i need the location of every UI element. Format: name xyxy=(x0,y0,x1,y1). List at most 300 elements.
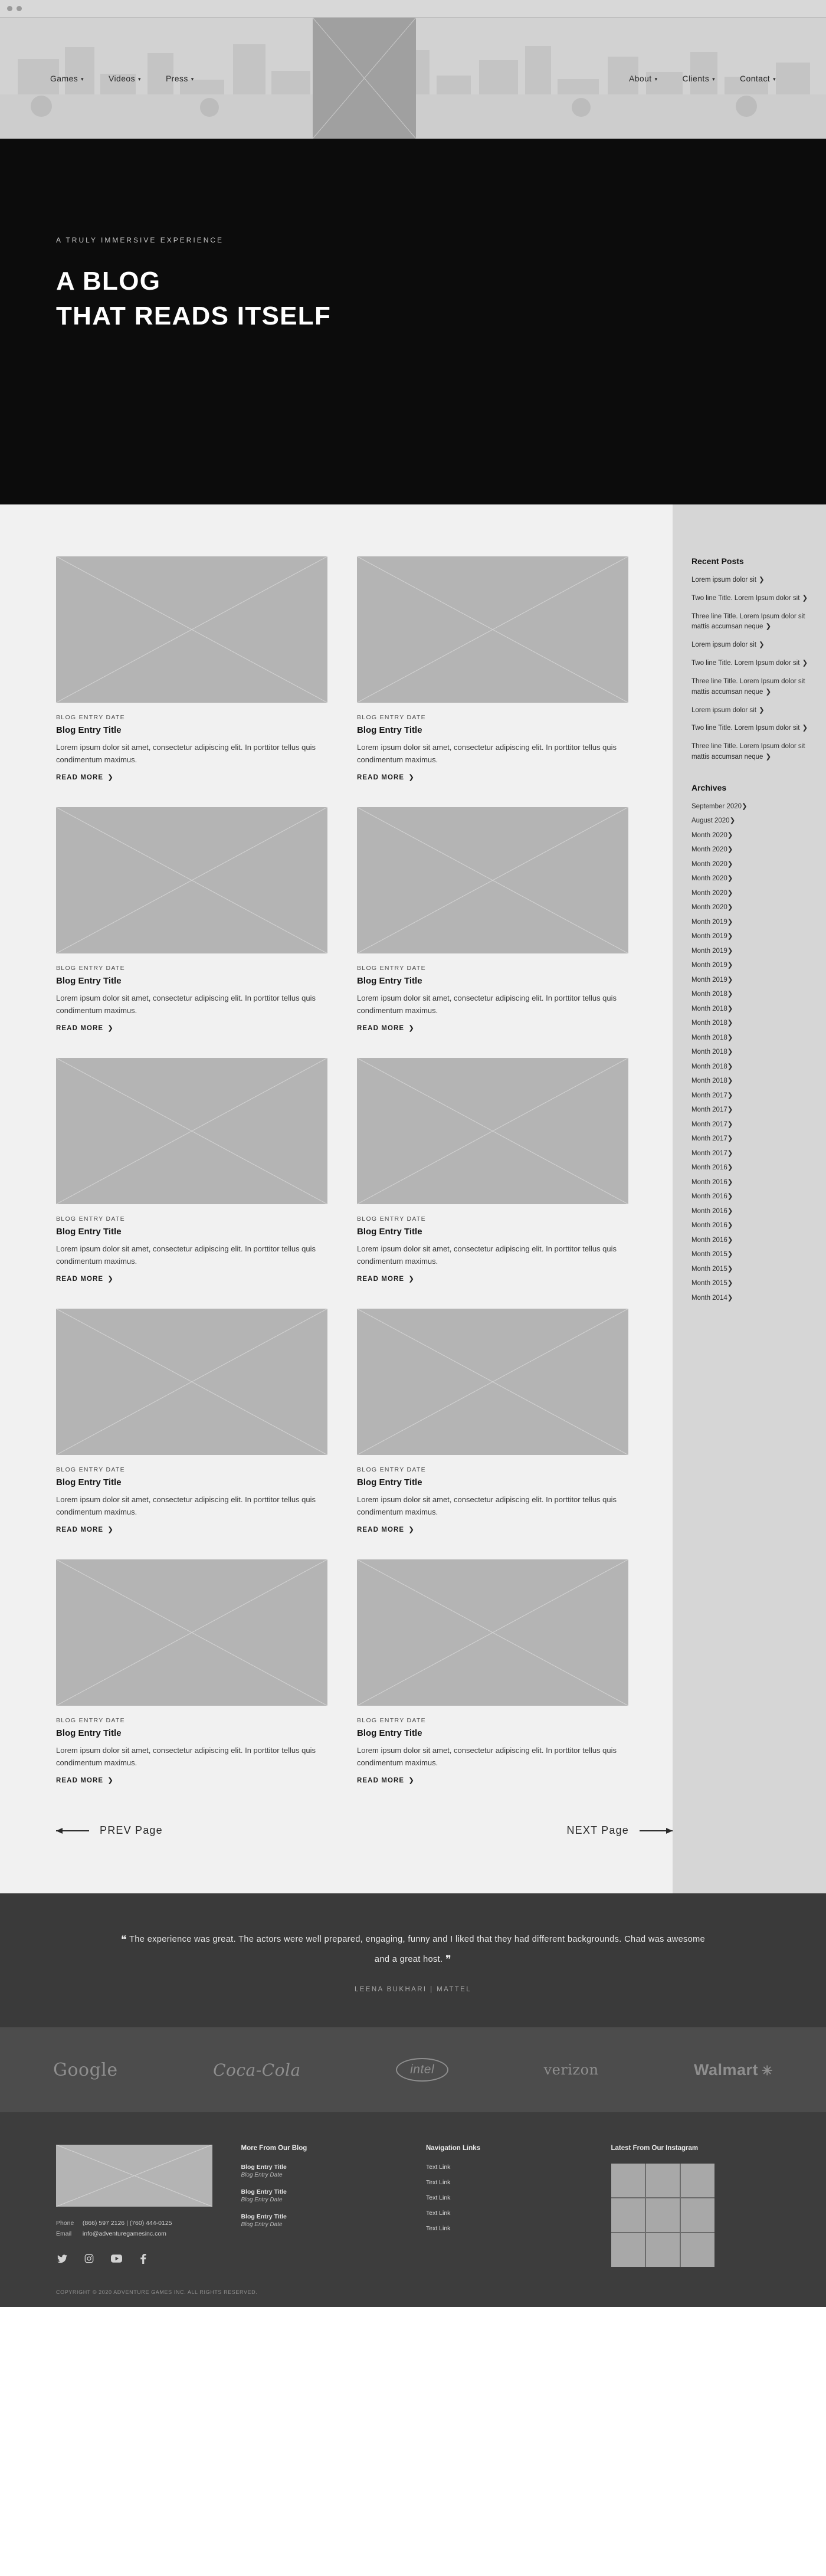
main-content xyxy=(0,504,826,1893)
footer-blog-entry[interactable] xyxy=(241,2213,401,2228)
footer-instagram-heading: Latest From Our Instagram xyxy=(611,2145,699,2152)
archive-label: Month 2018 xyxy=(691,1020,727,1027)
blog-post-card[interactable] xyxy=(357,1559,628,1784)
post-date: BLOG ENTRY DATE xyxy=(357,965,426,972)
close-quote-icon: ❞ xyxy=(445,1953,452,1965)
archive-label: Month 2016 xyxy=(691,1207,727,1215)
post-thumbnail-image xyxy=(357,1559,628,1706)
email-value[interactable]: info@adventuregamesinc.com xyxy=(82,2230,166,2238)
archive-label: Month 2018 xyxy=(691,1063,727,1070)
read-more-link[interactable] xyxy=(357,773,628,781)
post-excerpt: Lorem ipsum dolor sit amet, consectetur adipiscing elit. In porttitor tellus quis condimentum maximus. xyxy=(56,743,316,765)
testimonial-quote xyxy=(118,1930,708,1969)
blog-post-card[interactable] xyxy=(56,1058,327,1283)
chevron-right-icon: ❯ xyxy=(727,1251,733,1258)
chevron-down-icon: ▾ xyxy=(191,76,194,82)
chevron-right-icon: ❯ xyxy=(727,1178,733,1186)
post-date: BLOG ENTRY DATE xyxy=(357,1215,426,1223)
archive-label: Month 2019 xyxy=(691,933,727,940)
chevron-right-icon: ❯ xyxy=(802,725,808,732)
post-date: BLOG ENTRY DATE xyxy=(56,1215,125,1223)
chevron-right-icon: ❯ xyxy=(727,1092,733,1099)
instagram-icon[interactable] xyxy=(83,2253,95,2264)
hero-title-line-1: A BLOG xyxy=(56,267,161,296)
read-more-label: READ MORE xyxy=(357,774,405,782)
recent-post-label: Lorem ipsum dolor sit xyxy=(691,706,756,714)
window-minimize-button[interactable] xyxy=(17,6,22,11)
phone-value[interactable]: (866) 597 2126 | (760) 444-0125 xyxy=(82,2220,172,2227)
chevron-right-icon: ❯ xyxy=(107,774,114,782)
post-date: BLOG ENTRY DATE xyxy=(56,965,125,972)
pagination xyxy=(56,1810,673,1893)
nav-item-about[interactable] xyxy=(629,74,658,83)
blog-post-card[interactable] xyxy=(56,1559,327,1784)
instagram-thumbnail[interactable] xyxy=(611,2164,645,2197)
spark-icon: ✳ xyxy=(762,2063,773,2078)
footer-blog-entry-date: Blog Entry Date xyxy=(241,2197,283,2204)
footer-instagram-column xyxy=(611,2145,771,2267)
copyright-notice: COPYRIGHT © 2020 ADVENTURE GAMES INC. ALL RIGHTS RESERVED. xyxy=(0,2267,826,2307)
footer-blog-entry-title: Blog Entry Title xyxy=(241,2213,287,2221)
chevron-right-icon: ❯ xyxy=(408,1025,415,1033)
read-more-label: READ MORE xyxy=(56,774,104,782)
chevron-right-icon: ❯ xyxy=(727,1207,733,1215)
chevron-right-icon: ❯ xyxy=(727,947,733,955)
chevron-down-icon: ▾ xyxy=(654,76,658,82)
chevron-right-icon: ❯ xyxy=(765,623,772,631)
recent-post-link[interactable] xyxy=(691,723,809,734)
archive-link[interactable] xyxy=(691,1134,809,1142)
blog-sidebar xyxy=(673,504,826,1893)
archive-link[interactable] xyxy=(691,975,809,984)
footer-nav-link[interactable]: Text Link xyxy=(426,2210,451,2217)
blog-post-card[interactable] xyxy=(357,807,628,1032)
chevron-right-icon: ❯ xyxy=(727,1149,733,1157)
chevron-down-icon: ▾ xyxy=(712,76,716,82)
prev-page-label: PREV Page xyxy=(100,1824,163,1837)
nav-label: Clients xyxy=(682,73,710,83)
chevron-right-icon: ❯ xyxy=(727,1135,733,1143)
hero-title-line-2: THAT READS ITSELF xyxy=(56,301,332,330)
chevron-right-icon: ❯ xyxy=(107,1526,114,1534)
chevron-right-icon: ❯ xyxy=(727,889,733,897)
post-title[interactable]: Blog Entry Title xyxy=(357,1728,422,1739)
chevron-right-icon: ❯ xyxy=(727,1005,733,1012)
chevron-right-icon: ❯ xyxy=(727,1120,733,1128)
facebook-icon[interactable] xyxy=(137,2253,149,2264)
primary-nav-right xyxy=(496,74,826,83)
nav-item-videos[interactable] xyxy=(109,74,141,83)
chevron-right-icon: ❯ xyxy=(765,753,772,761)
walmart-wordmark: Walmart xyxy=(694,2060,759,2079)
phone-label: Phone xyxy=(56,2220,74,2227)
chevron-right-icon: ❯ xyxy=(727,875,733,883)
archives-heading: Archives xyxy=(691,782,727,792)
archive-link[interactable] xyxy=(691,1033,809,1041)
archive-label: Month 2015 xyxy=(691,1280,727,1287)
read-more-label: READ MORE xyxy=(56,1276,104,1283)
recent-post-link[interactable] xyxy=(691,640,809,651)
archive-label: Month 2016 xyxy=(691,1193,727,1201)
post-thumbnail-image xyxy=(56,1058,327,1204)
attribution-separator: | xyxy=(430,1986,434,1994)
archive-link[interactable] xyxy=(691,1264,809,1273)
recent-post-link[interactable] xyxy=(691,612,809,633)
post-thumbnail-image xyxy=(357,1058,628,1204)
blog-post-card[interactable] xyxy=(357,1058,628,1283)
post-thumbnail-image xyxy=(56,807,327,953)
archive-link[interactable] xyxy=(691,989,809,998)
post-date: BLOG ENTRY DATE xyxy=(357,1466,426,1474)
archive-label: Month 2018 xyxy=(691,1034,727,1041)
post-thumbnail-image xyxy=(56,1309,327,1455)
footer-blog-heading: More From Our Blog xyxy=(241,2145,307,2152)
chevron-down-icon: ▾ xyxy=(81,76,84,82)
post-excerpt: Lorem ipsum dolor sit amet, consectetur adipiscing elit. In porttitor tellus quis condimentum maximus. xyxy=(357,743,617,765)
footer-company-column xyxy=(56,2145,215,2267)
nav-label: About xyxy=(628,73,652,83)
post-excerpt: Lorem ipsum dolor sit amet, consectetur adipiscing elit. In porttitor tellus quis condimentum maximus. xyxy=(56,994,316,1015)
next-page-button[interactable] xyxy=(566,1824,673,1837)
archive-link[interactable] xyxy=(691,1076,809,1084)
archive-link[interactable] xyxy=(691,1221,809,1229)
footer-blog-entry-date: Blog Entry Date xyxy=(241,2221,283,2228)
instagram-thumbnail[interactable] xyxy=(681,2198,714,2232)
read-more-link[interactable] xyxy=(357,1776,628,1784)
chevron-right-icon: ❯ xyxy=(408,774,415,782)
chevron-right-icon: ❯ xyxy=(727,933,733,940)
instagram-feed-grid xyxy=(611,2164,714,2267)
instagram-thumbnail[interactable] xyxy=(611,2198,645,2232)
archive-label: Month 2019 xyxy=(691,976,727,984)
post-thumbnail-image xyxy=(357,556,628,703)
nav-label: Games xyxy=(50,73,78,83)
post-excerpt: Lorem ipsum dolor sit amet, consectetur adipiscing elit. In porttitor tellus quis condimentum maximus. xyxy=(357,1244,617,1266)
coca-cola-logo: Coca-Cola xyxy=(213,2060,301,2080)
post-excerpt: Lorem ipsum dolor sit amet, consectetur adipiscing elit. In porttitor tellus quis condimentum maximus. xyxy=(357,1746,617,1768)
archive-link[interactable] xyxy=(691,1120,809,1128)
archive-link[interactable] xyxy=(691,1235,809,1244)
post-title[interactable]: Blog Entry Title xyxy=(357,976,422,987)
read-more-label: READ MORE xyxy=(357,1777,405,1785)
nav-label: Videos xyxy=(109,73,136,83)
archive-label: Month 2016 xyxy=(691,1164,727,1172)
recent-post-label: Two line Title. Lorem Ipsum dolor sit xyxy=(691,725,800,732)
nav-item-clients[interactable] xyxy=(683,74,716,83)
archive-link[interactable] xyxy=(691,917,809,926)
chevron-right-icon: ❯ xyxy=(727,1222,733,1230)
archive-link[interactable] xyxy=(691,802,809,810)
archive-label: Month 2017 xyxy=(691,1120,727,1128)
archive-link[interactable] xyxy=(691,1279,809,1287)
footer-nav-link[interactable]: Text Link xyxy=(426,2225,451,2233)
chevron-right-icon: ❯ xyxy=(107,1025,114,1033)
read-more-link[interactable] xyxy=(357,1274,628,1283)
instagram-thumbnail[interactable] xyxy=(646,2164,680,2197)
recent-post-label: Lorem ipsum dolor sit xyxy=(691,641,756,649)
archive-label: Month 2019 xyxy=(691,962,727,969)
chevron-right-icon: ❯ xyxy=(727,918,733,926)
recent-posts-heading: Recent Posts xyxy=(691,556,744,566)
chevron-right-icon: ❯ xyxy=(727,1280,733,1287)
archive-label: Month 2020 xyxy=(691,860,727,868)
archive-link[interactable] xyxy=(691,903,809,911)
blog-post-card[interactable] xyxy=(56,556,327,781)
post-title[interactable]: Blog Entry Title xyxy=(56,1728,122,1739)
chevron-right-icon: ❯ xyxy=(408,1777,415,1785)
archive-link[interactable] xyxy=(691,831,809,839)
chevron-right-icon: ❯ xyxy=(107,1777,114,1785)
archive-label: Month 2016 xyxy=(691,1236,727,1244)
footer-logo[interactable] xyxy=(56,2145,212,2207)
archive-link[interactable] xyxy=(691,1105,809,1113)
archive-link[interactable] xyxy=(691,1250,809,1258)
post-excerpt: Lorem ipsum dolor sit amet, consectetur adipiscing elit. In porttitor tellus quis condimentum maximus. xyxy=(56,1244,316,1266)
chevron-right-icon: ❯ xyxy=(727,831,733,839)
instagram-thumbnail[interactable] xyxy=(681,2164,714,2197)
instagram-thumbnail[interactable] xyxy=(681,2233,714,2267)
testimonial-text: The experience was great. The actors were well prepared, engaging, funny and I liked that they had different backgrounds. Chad was awesome and a great host. xyxy=(129,1935,706,1964)
read-more-link[interactable] xyxy=(56,1274,327,1283)
post-title[interactable]: Blog Entry Title xyxy=(56,1227,122,1237)
archive-link[interactable] xyxy=(691,1163,809,1171)
archive-link[interactable] xyxy=(691,874,809,882)
post-thumbnail-image xyxy=(357,807,628,953)
archive-label: Month 2017 xyxy=(691,1106,727,1114)
open-quote-icon: ❝ xyxy=(120,1933,127,1946)
prev-page-button[interactable] xyxy=(56,1824,163,1837)
hero-eyebrow: A TRULY IMMERSIVE EXPERIENCE xyxy=(56,236,224,244)
chevron-right-icon: ❯ xyxy=(727,1048,733,1056)
footer-blog-entry-date: Blog Entry Date xyxy=(241,2172,283,2179)
post-title[interactable]: Blog Entry Title xyxy=(357,1227,422,1237)
recent-post-label: Lorem ipsum dolor sit xyxy=(691,576,756,584)
post-title[interactable]: Blog Entry Title xyxy=(357,725,422,735)
read-more-label: READ MORE xyxy=(56,1025,104,1033)
footer-email-row xyxy=(56,2230,215,2237)
read-more-label: READ MORE xyxy=(56,1777,104,1785)
archive-link[interactable] xyxy=(691,845,809,853)
read-more-link[interactable] xyxy=(56,1024,327,1032)
read-more-link[interactable] xyxy=(357,1024,628,1032)
archive-label: Month 2019 xyxy=(691,947,727,955)
footer-nav-heading: Navigation Links xyxy=(426,2145,481,2152)
post-title[interactable]: Blog Entry Title xyxy=(357,1477,422,1488)
post-excerpt: Lorem ipsum dolor sit amet, consectetur adipiscing elit. In porttitor tellus quis condimentum maximus. xyxy=(357,1495,617,1517)
archive-link[interactable] xyxy=(691,816,809,824)
recent-post-label: Two line Title. Lorem Ipsum dolor sit xyxy=(691,594,800,602)
chevron-right-icon: ❯ xyxy=(727,962,733,969)
social-links xyxy=(56,2253,215,2264)
archive-link[interactable] xyxy=(691,860,809,868)
post-thumbnail-image xyxy=(357,1309,628,1455)
footer-blog-column xyxy=(241,2145,401,2267)
next-page-label: NEXT Page xyxy=(566,1824,629,1837)
nav-item-contact[interactable] xyxy=(740,74,776,83)
nav-item-press[interactable] xyxy=(166,74,194,83)
email-label: Email xyxy=(56,2230,72,2238)
archive-link[interactable] xyxy=(691,1178,809,1186)
footer-nav-link[interactable]: Text Link xyxy=(426,2194,451,2202)
chevron-right-icon: ❯ xyxy=(727,1034,733,1041)
archive-link[interactable] xyxy=(691,946,809,955)
archive-link[interactable] xyxy=(691,1091,809,1099)
instagram-thumbnail[interactable] xyxy=(611,2233,645,2267)
verizon-logo: verizon xyxy=(543,2062,599,2079)
archive-label: Month 2018 xyxy=(691,1048,727,1056)
chevron-right-icon: ❯ xyxy=(727,991,733,998)
archive-link[interactable] xyxy=(691,1293,809,1302)
read-more-label: READ MORE xyxy=(357,1025,405,1033)
footer-nav-link[interactable]: Text Link xyxy=(426,2164,451,2171)
arrow-right-icon xyxy=(640,1830,673,1831)
instagram-thumbnail[interactable] xyxy=(646,2233,680,2267)
window-close-button[interactable] xyxy=(7,6,12,11)
archive-label: Month 2018 xyxy=(691,1005,727,1012)
primary-nav-left xyxy=(0,74,313,83)
footer-nav-link[interactable]: Text Link xyxy=(426,2179,451,2187)
post-date: BLOG ENTRY DATE xyxy=(56,714,125,721)
read-more-link[interactable] xyxy=(56,1525,327,1533)
chevron-right-icon: ❯ xyxy=(727,976,733,984)
blog-post-card[interactable] xyxy=(56,807,327,1032)
archive-label: Month 2018 xyxy=(691,1077,727,1085)
chevron-right-icon: ❯ xyxy=(758,641,765,649)
archive-label: Month 2020 xyxy=(691,831,727,839)
archive-label: Month 2016 xyxy=(691,1178,727,1186)
post-title[interactable]: Blog Entry Title xyxy=(56,1477,122,1488)
twitter-icon[interactable] xyxy=(56,2253,68,2264)
archive-label: Month 2020 xyxy=(691,846,727,854)
archive-link[interactable] xyxy=(691,889,809,897)
chevron-right-icon: ❯ xyxy=(408,1526,415,1534)
archive-label: Month 2020 xyxy=(691,875,727,883)
chevron-right-icon: ❯ xyxy=(107,1276,114,1283)
recent-post-link[interactable] xyxy=(691,677,809,698)
archive-label: Month 2015 xyxy=(691,1251,727,1258)
chevron-right-icon: ❯ xyxy=(727,1164,733,1172)
recent-post-link[interactable] xyxy=(691,575,809,586)
nav-label: Contact xyxy=(740,73,771,83)
chevron-right-icon: ❯ xyxy=(727,904,733,912)
chevron-right-icon: ❯ xyxy=(727,1294,733,1302)
chevron-right-icon: ❯ xyxy=(802,594,808,602)
archive-link[interactable] xyxy=(691,1004,809,1012)
client-logo-strip xyxy=(0,2027,826,2112)
chevron-down-icon: ▾ xyxy=(138,76,141,82)
footer-blog-entry[interactable] xyxy=(241,2188,401,2203)
read-more-link[interactable] xyxy=(357,1525,628,1533)
hero-banner xyxy=(0,139,826,504)
post-title[interactable]: Blog Entry Title xyxy=(56,976,122,987)
footer-blog-entry-title: Blog Entry Title xyxy=(241,2188,287,2196)
archive-link[interactable] xyxy=(691,1047,809,1056)
footer-blog-entry-title: Blog Entry Title xyxy=(241,2164,287,2171)
site-header xyxy=(0,18,826,139)
archive-link[interactable] xyxy=(691,961,809,969)
post-date: BLOG ENTRY DATE xyxy=(56,1466,125,1474)
google-logo: Google xyxy=(53,2059,118,2080)
post-date: BLOG ENTRY DATE xyxy=(357,714,426,721)
walmart-logo xyxy=(694,2061,773,2079)
post-excerpt: Lorem ipsum dolor sit amet, consectetur adipiscing elit. In porttitor tellus quis condimentum maximus. xyxy=(357,994,617,1015)
chevron-right-icon: ❯ xyxy=(727,1077,733,1085)
post-title[interactable]: Blog Entry Title xyxy=(56,725,122,735)
chevron-right-icon: ❯ xyxy=(758,706,765,714)
archive-link[interactable] xyxy=(691,1192,809,1200)
arrow-left-icon xyxy=(56,1830,89,1831)
archive-label: Month 2020 xyxy=(691,904,727,912)
blog-post-card[interactable] xyxy=(357,1309,628,1533)
chevron-right-icon: ❯ xyxy=(727,1063,733,1070)
testimonial-author: LEENA BUKHARI xyxy=(354,1986,427,1994)
testimonial-section xyxy=(0,1893,826,2027)
blog-post-card[interactable] xyxy=(357,556,628,781)
recent-post-label: Three line Title. Lorem Ipsum dolor sit mattis accumsan neque xyxy=(691,612,805,631)
recent-post-label: Three line Title. Lorem Ipsum dolor sit mattis accumsan neque xyxy=(691,677,805,696)
archive-link[interactable] xyxy=(691,1062,809,1070)
blog-post-list xyxy=(0,504,673,1893)
chevron-right-icon: ❯ xyxy=(729,817,736,825)
recent-post-link[interactable] xyxy=(691,658,809,669)
chevron-right-icon: ❯ xyxy=(727,1193,733,1201)
post-date: BLOG ENTRY DATE xyxy=(56,1717,125,1725)
post-thumbnail-image xyxy=(56,1559,327,1706)
chevron-right-icon: ❯ xyxy=(408,1276,415,1283)
archive-label: Month 2017 xyxy=(691,1149,727,1157)
footer-nav-column xyxy=(426,2145,585,2267)
recent-post-label: Two line Title. Lorem Ipsum dolor sit xyxy=(691,660,800,667)
instagram-thumbnail[interactable] xyxy=(646,2198,680,2232)
chevron-down-icon: ▾ xyxy=(773,76,776,82)
intel-logo: intel xyxy=(396,2058,448,2082)
recent-post-link[interactable] xyxy=(691,742,809,763)
footer-blog-entry[interactable] xyxy=(241,2164,401,2178)
archive-label: Month 2019 xyxy=(691,918,727,926)
recent-post-link[interactable] xyxy=(691,594,809,604)
archive-label: Month 2014 xyxy=(691,1294,727,1302)
archive-label: Month 2017 xyxy=(691,1135,727,1143)
post-excerpt: Lorem ipsum dolor sit amet, consectetur adipiscing elit. In porttitor tellus quis condimentum maximus. xyxy=(56,1495,316,1517)
chevron-right-icon: ❯ xyxy=(758,576,765,584)
blog-post-card[interactable] xyxy=(56,1309,327,1533)
archive-link[interactable] xyxy=(691,1207,809,1215)
archive-label: Month 2016 xyxy=(691,1222,727,1230)
read-more-link[interactable] xyxy=(56,773,327,781)
recent-post-link[interactable] xyxy=(691,706,809,716)
nav-item-games[interactable] xyxy=(50,74,84,83)
recent-post-label: Three line Title. Lorem Ipsum dolor sit mattis accumsan neque xyxy=(691,743,805,761)
post-grid xyxy=(56,556,673,1810)
youtube-icon[interactable] xyxy=(110,2253,122,2264)
archives-section xyxy=(691,783,809,1302)
read-more-link[interactable] xyxy=(56,1776,327,1784)
testimonial-attribution xyxy=(88,1986,738,1993)
chevron-right-icon: ❯ xyxy=(742,802,748,810)
browser-title-bar xyxy=(0,0,826,18)
post-thumbnail-image xyxy=(56,556,327,703)
site-logo[interactable] xyxy=(313,18,416,139)
post-excerpt: Lorem ipsum dolor sit amet, consectetur adipiscing elit. In porttitor tellus quis condimentum maximus. xyxy=(56,1746,316,1768)
archive-label: Month 2015 xyxy=(691,1265,727,1273)
site-footer xyxy=(0,2112,826,2267)
read-more-label: READ MORE xyxy=(357,1526,405,1534)
archive-link[interactable] xyxy=(691,932,809,940)
archive-link[interactable] xyxy=(691,1149,809,1157)
archive-link[interactable] xyxy=(691,1018,809,1027)
testimonial-company: MATTEL xyxy=(437,1986,472,1994)
page-title xyxy=(56,264,826,333)
